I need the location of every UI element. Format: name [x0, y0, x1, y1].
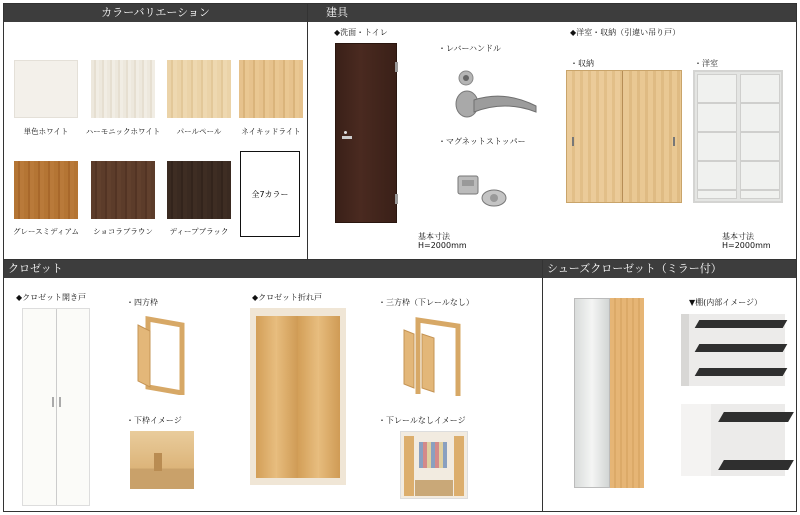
all-colors-label: 全7カラー: [251, 189, 289, 199]
shelf-board: [695, 320, 788, 328]
door-pull-icon: [673, 137, 675, 146]
door-hinge: [395, 62, 398, 72]
bottom-frame-label: ・下枠イメージ: [126, 416, 182, 425]
color-variation-title: カラーバリエーション: [101, 6, 210, 19]
door-panel: [567, 71, 623, 202]
no-rail-image: [400, 431, 468, 499]
closet-panel: [3, 259, 543, 512]
swatch-pearl-pale: [167, 60, 231, 118]
swatch-naked-light: [239, 60, 303, 118]
door-lock-icon: [344, 131, 347, 134]
four-frame-image: [134, 315, 194, 395]
dimension-right-title: 基本寸法: [722, 232, 754, 241]
shoe-closet-header: [543, 260, 796, 278]
folding-closet-door: [250, 308, 346, 485]
no-rail-label: ・下レールなしイメージ: [378, 416, 466, 425]
hinged-closet-door: [22, 308, 90, 506]
three-frame-image: [400, 314, 466, 398]
swatch-plain-white: [14, 60, 78, 118]
swatch-grace-medium: [14, 161, 78, 219]
swatch-label: ハーモニックホワイト: [85, 127, 161, 136]
dimension-left-value: H=2000mm: [418, 241, 467, 250]
glass-door-left: [697, 74, 737, 199]
color-variation-header: [4, 4, 307, 22]
closet-header: [4, 260, 542, 278]
swatch-chocolate-brown: [91, 161, 155, 219]
storage-label: ・収納: [570, 59, 594, 68]
dimension-right-value: H=2000mm: [722, 241, 771, 250]
door-pull-icon: [59, 397, 61, 407]
shelf-board: [695, 344, 788, 352]
door-hinge: [395, 194, 398, 204]
all-colors-box: [240, 151, 300, 237]
four-frame-label: ・四方枠: [126, 298, 158, 307]
western-room-label: ◆洋室・収納（引違い吊り戸）: [570, 28, 681, 37]
fittings-panel: [307, 3, 797, 260]
side-wall: [681, 404, 711, 476]
frame-left: [404, 436, 414, 496]
glass-door-right: [740, 74, 780, 199]
frame-right: [454, 436, 464, 496]
door-panel: [256, 316, 277, 478]
western-room-doors: [693, 70, 783, 203]
dimension-left-title: 基本寸法: [418, 232, 450, 241]
magnet-stopper-icon: [456, 170, 512, 210]
shoe-closet-title: シューズクローゼット（ミラー付）: [547, 262, 722, 275]
mirror-door: [574, 298, 610, 488]
door-panel: [319, 316, 340, 478]
shoe-closet-panel: [542, 259, 797, 512]
door-handle-icon: [342, 136, 352, 139]
closet-title: クロゼット: [8, 262, 63, 275]
fittings-header: [308, 4, 796, 22]
swatch-label: ショコラブラウン: [93, 227, 153, 236]
washroom-door: [335, 43, 397, 223]
magnet-stopper-label: ・マグネットストッパー: [438, 137, 526, 146]
door-split-line: [56, 309, 57, 505]
door-panel: [277, 316, 298, 478]
hanging-clothes: [419, 442, 447, 468]
hinged-door-label: ◆クロゼット開き戸: [16, 293, 86, 302]
frame-edge: [154, 453, 162, 471]
door-pull-icon: [572, 137, 574, 146]
door-panel: [298, 316, 319, 478]
lever-handle-icon: [450, 68, 542, 124]
three-frame-label: ・三方枠（下レールなし）: [378, 298, 474, 307]
storage-sliding-doors: [566, 70, 682, 203]
color-variation-panel: [3, 3, 308, 260]
folding-door-label: ◆クロゼット折れ戸: [252, 293, 322, 302]
swatch-label: ディープブラック: [169, 227, 229, 236]
shelf-board: [718, 412, 794, 422]
shelf-interior-image-top: [681, 314, 785, 386]
youshitsu-label: ・洋室: [694, 59, 718, 68]
lever-handle-label: ・レバーハンドル: [438, 44, 502, 53]
wood-door: [610, 298, 644, 488]
swatch-label: ネイキッドライト: [241, 127, 301, 136]
shelf-board: [695, 368, 788, 376]
shelf-interior-image-bottom: [681, 404, 785, 476]
floor: [415, 480, 453, 496]
swatch-label: 単色ホワイト: [23, 127, 69, 136]
door-pull-icon: [52, 397, 54, 407]
bottom-frame-image: [130, 431, 194, 489]
shelf-label: ▼棚(内部イメージ）: [689, 298, 763, 307]
swatch-harmonic-white: [91, 60, 155, 118]
swatch-label: グレースミディアム: [13, 227, 79, 236]
shelf-board: [718, 460, 794, 470]
side-wall: [681, 314, 689, 386]
swatch-label: パールペール: [176, 127, 222, 136]
swatch-deep-black: [167, 161, 231, 219]
fittings-title: 建具: [326, 6, 348, 19]
washroom-label: ◆洗面・トイレ: [334, 28, 388, 37]
